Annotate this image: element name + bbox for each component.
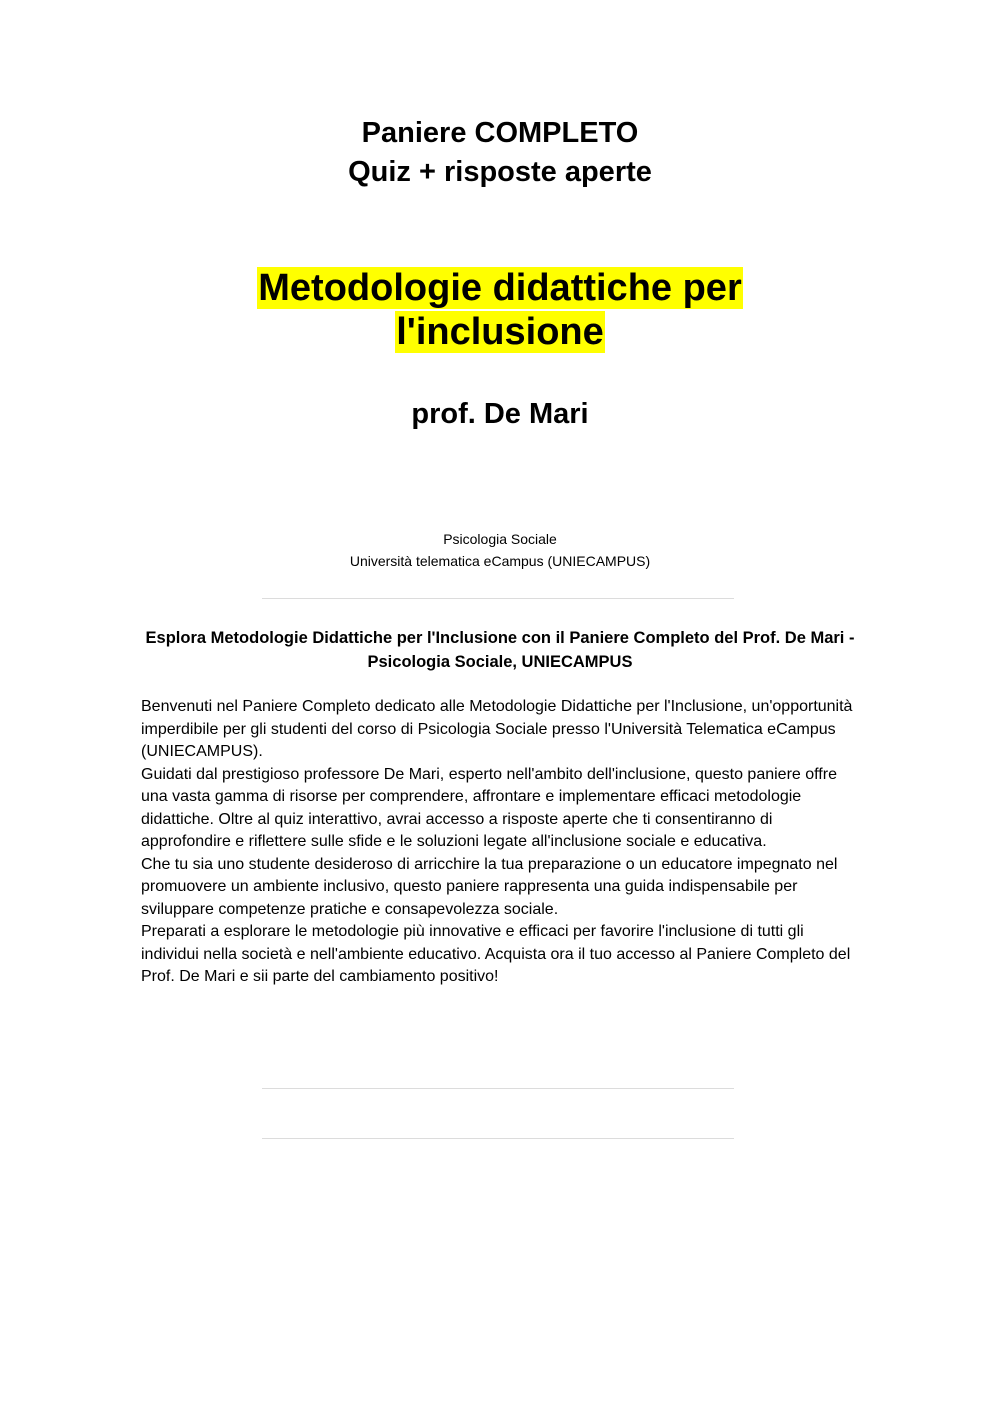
- course-title-line-2: l'inclusione: [396, 311, 604, 353]
- header-subtitle: Quiz + risposte aperte: [348, 156, 652, 188]
- course-title: [0, 266, 1000, 354]
- description-heading: Esplora Metodologie Didattiche per l'Inclusione con il Paniere Completo del Prof. De Mari - Psicologia Sociale, UNIECAMPUS: [145, 629, 855, 671]
- description-paragraph: Benvenuti nel Paniere Completo dedicato alle Metodologie Didattiche per l'Inclusione, un'opportunità imperdibile per gli studenti del corso di Psicologia Sociale presso l'Università Telematica eCampus (UNIECAMPUS).: [141, 698, 853, 760]
- course-meta: [0, 528, 1000, 572]
- divider: [262, 1138, 734, 1139]
- description-body: [141, 696, 863, 989]
- header-title: Paniere COMPLETO: [361, 117, 639, 149]
- description-paragraph: Guidati dal prestigioso professore De Mari, esperto nell'ambito dell'inclusione, questo paniere offre una vasta gamma di risorse per comprendere, affrontare e implementare efficaci metodologie didattiche. Oltre al quiz interattivo, avrai accesso a risposte aperte che ti consentiranno di approfondire e riflettere sulle sfide e le soluzioni legate all'inclusione sociale e educativa.: [141, 765, 837, 850]
- course-name: Psicologia Sociale: [443, 531, 557, 547]
- divider: [262, 598, 734, 599]
- description-paragraph: Preparati a esplorare le metodologie più innovative e efficaci per favorire l'inclusione di tutti gli individui nella società e nell'ambiente educativo. Acquista ora il tuo accesso al Paniere Completo del Prof. De Mari e sii parte del cambiamento positivo!: [141, 923, 851, 985]
- description-paragraph: Che tu sia uno studente desideroso di arricchire la tua preparazione o un educatore impegnato nel promuovere un ambiente inclusivo, questo paniere rappresenta una guida indispensabile per sviluppare competenze pratiche e consapevolezza sociale.: [141, 855, 838, 918]
- divider: [262, 1088, 734, 1089]
- university-name: Università telematica eCampus (UNIECAMPUS): [349, 553, 651, 569]
- author-name: prof. De Mari: [411, 398, 589, 430]
- document-header: [0, 114, 1000, 192]
- course-title-line-1: Metodologie didattiche per: [258, 267, 742, 309]
